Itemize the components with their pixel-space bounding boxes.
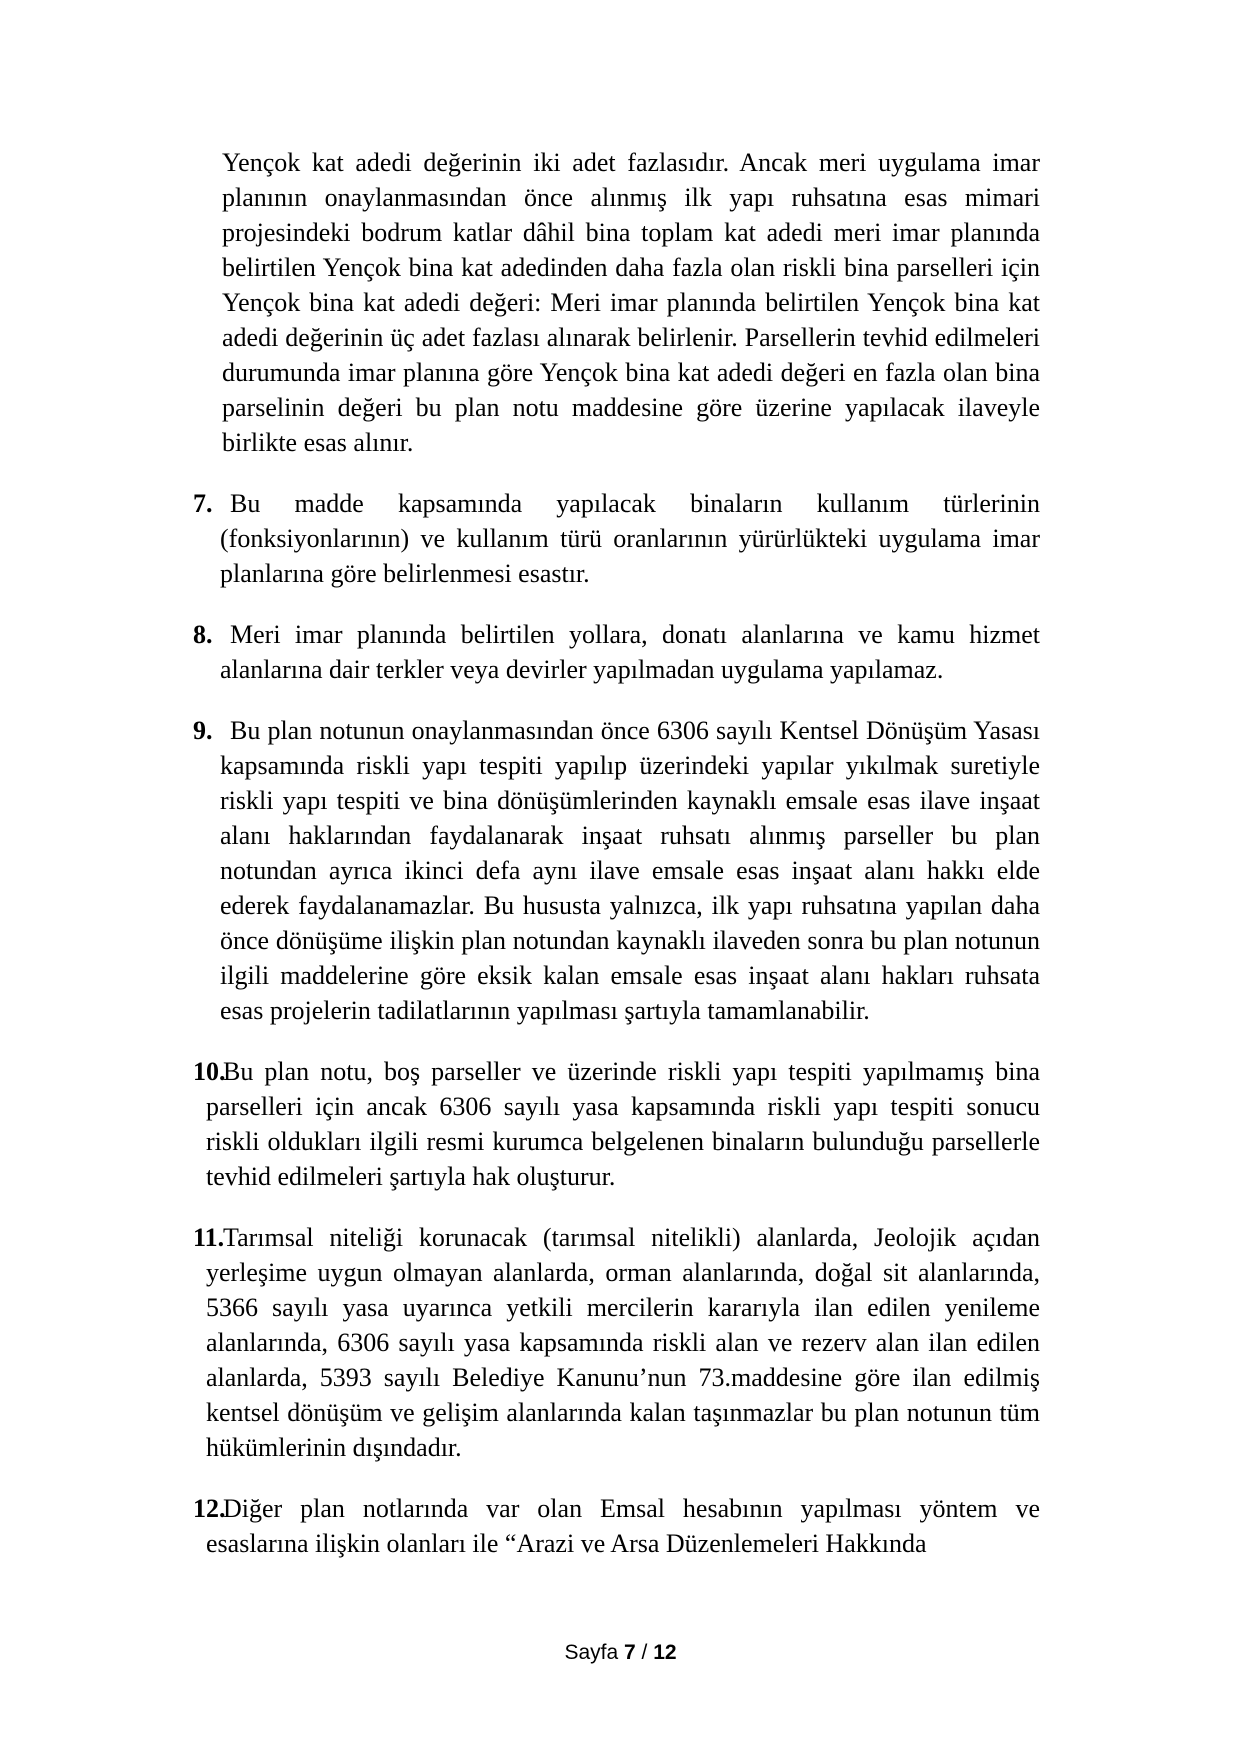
list-item-number: 8. <box>193 620 213 649</box>
list-item-9 <box>193 713 1040 1028</box>
list-item-text: Bu plan notu, boş parseller ve üzerinde riskli yapı tespiti yapılmamış bina parselleri için ancak 6306 sayılı yasa kapsamında riskli yapı tespiti sonucu riskli oldukları ilgili resmi kurumca belgelenen binaların bulunduğu parsellerle tevhid edilmeleri şartıyla hak oluşturur. <box>206 1057 1040 1191</box>
list-item-text: Diğer plan notlarında var olan Emsal hesabının yapılması yöntem ve esaslarına ilişkin olanları ile “Arazi ve Arsa Düzenlemeleri Hakkında <box>206 1494 1040 1558</box>
list-item-text: Bu madde kapsamında yapılacak binaların kullanım türlerinin (fonksiyonlarının) ve kullanım türü oranlarının yürürlükteki uygulama imar planlarına göre belirlenmesi esastır. <box>220 489 1040 588</box>
list-item-text: Tarımsal niteliği korunacak (tarımsal nitelikli) alanlarda, Jeolojik açıdan yerleşime uygun olmayan alanlarda, orman alanlarında, doğal sit alanlarında, 5366 sayılı yasa uyarınca yetkili mercilerin kararıyla ilan edilen yenileme alanlarında, 6306 sayılı yasa kapsamında riskli alan ve rezerv alan ilan edilen alanlarda, 5393 sayılı Belediye Kanunu’nun 73.maddesine göre ilan edilmiş kentsel dönüşüm ve gelişim alanlarında kalan taşınmazlar bu plan notunun tüm hükümlerinin dışındadır. <box>206 1223 1040 1462</box>
list-item-7 <box>193 486 1040 591</box>
list-item-number: 10. <box>193 1057 226 1086</box>
footer-label: Sayfa <box>564 1641 619 1664</box>
footer-page-number: 7 <box>623 1641 636 1664</box>
list-item-number: 11. <box>193 1223 225 1252</box>
list-item-11 <box>193 1220 1040 1465</box>
list-item-8 <box>193 617 1040 687</box>
list-item-number: 12. <box>193 1494 226 1523</box>
footer-total-pages: 12 <box>653 1641 677 1664</box>
footer-separator: / <box>641 1641 648 1664</box>
list-item-10 <box>193 1054 1040 1194</box>
list-item-text: Meri imar planında belirtilen yollara, donatı alanlarına ve kamu hizmet alanlarına dair terkler veya devirler yapılmadan uygulama yapılamaz. <box>220 620 1040 684</box>
document-body <box>0 145 1241 1587</box>
continuation-paragraph: Yençok kat adedi değerinin iki adet fazlasıdır. Ancak meri uygulama imar planının onaylanmasından önce alınmış ilk yapı ruhsatına esas mimari projesindeki bodrum katlar dâhil bina toplam kat adedi meri imar planında belirtilen Yençok bina kat adedinden daha fazla olan riskli bina parselleri için Yençok bina kat adedi değeri: Meri imar planında belirtilen Yençok bina kat adedi değerinin üç adet fazlası alınarak belirlenir. Parsellerin tevhid edilmeleri durumunda imar planına göre Yençok bina kat adedi değeri en fazla olan bina parselinin değeri bu plan notu maddesine göre üzerine yapılacak ilaveyle birlikte esas alınır. <box>222 148 1040 457</box>
page-footer <box>0 1641 1241 1665</box>
list-item-12 <box>193 1491 1040 1561</box>
list-item-number: 7. <box>193 489 213 518</box>
list-item-number: 9. <box>193 716 213 745</box>
list-item-text: Bu plan notunun onaylanmasından önce 6306 sayılı Kentsel Dönüşüm Yasası kapsamında riskli yapı tespiti yapılıp üzerindeki yapılar yıkılmak suretiyle riskli yapı tespiti ve bina dönüşümlerinden kaynaklı emsale esas ilave inşaat alanı haklarından faydalanarak inşaat ruhsatı alınmış parseller bu plan notundan ayrıca ikinci defa aynı ilave emsale esas inşaat alanı hakkı elde ederek faydalanamazlar. Bu hususta yalnızca, ilk yapı ruhsatına yapılan daha önce dönüşüme ilişkin plan notundan kaynaklı ilaveden sonra bu plan notunun ilgili maddelerine göre eksik kalan emsale esas inşaat alanı hakları ruhsata esas projelerin tadilatlarının yapılması şartıyla tamamlanabilir. <box>220 716 1040 1025</box>
